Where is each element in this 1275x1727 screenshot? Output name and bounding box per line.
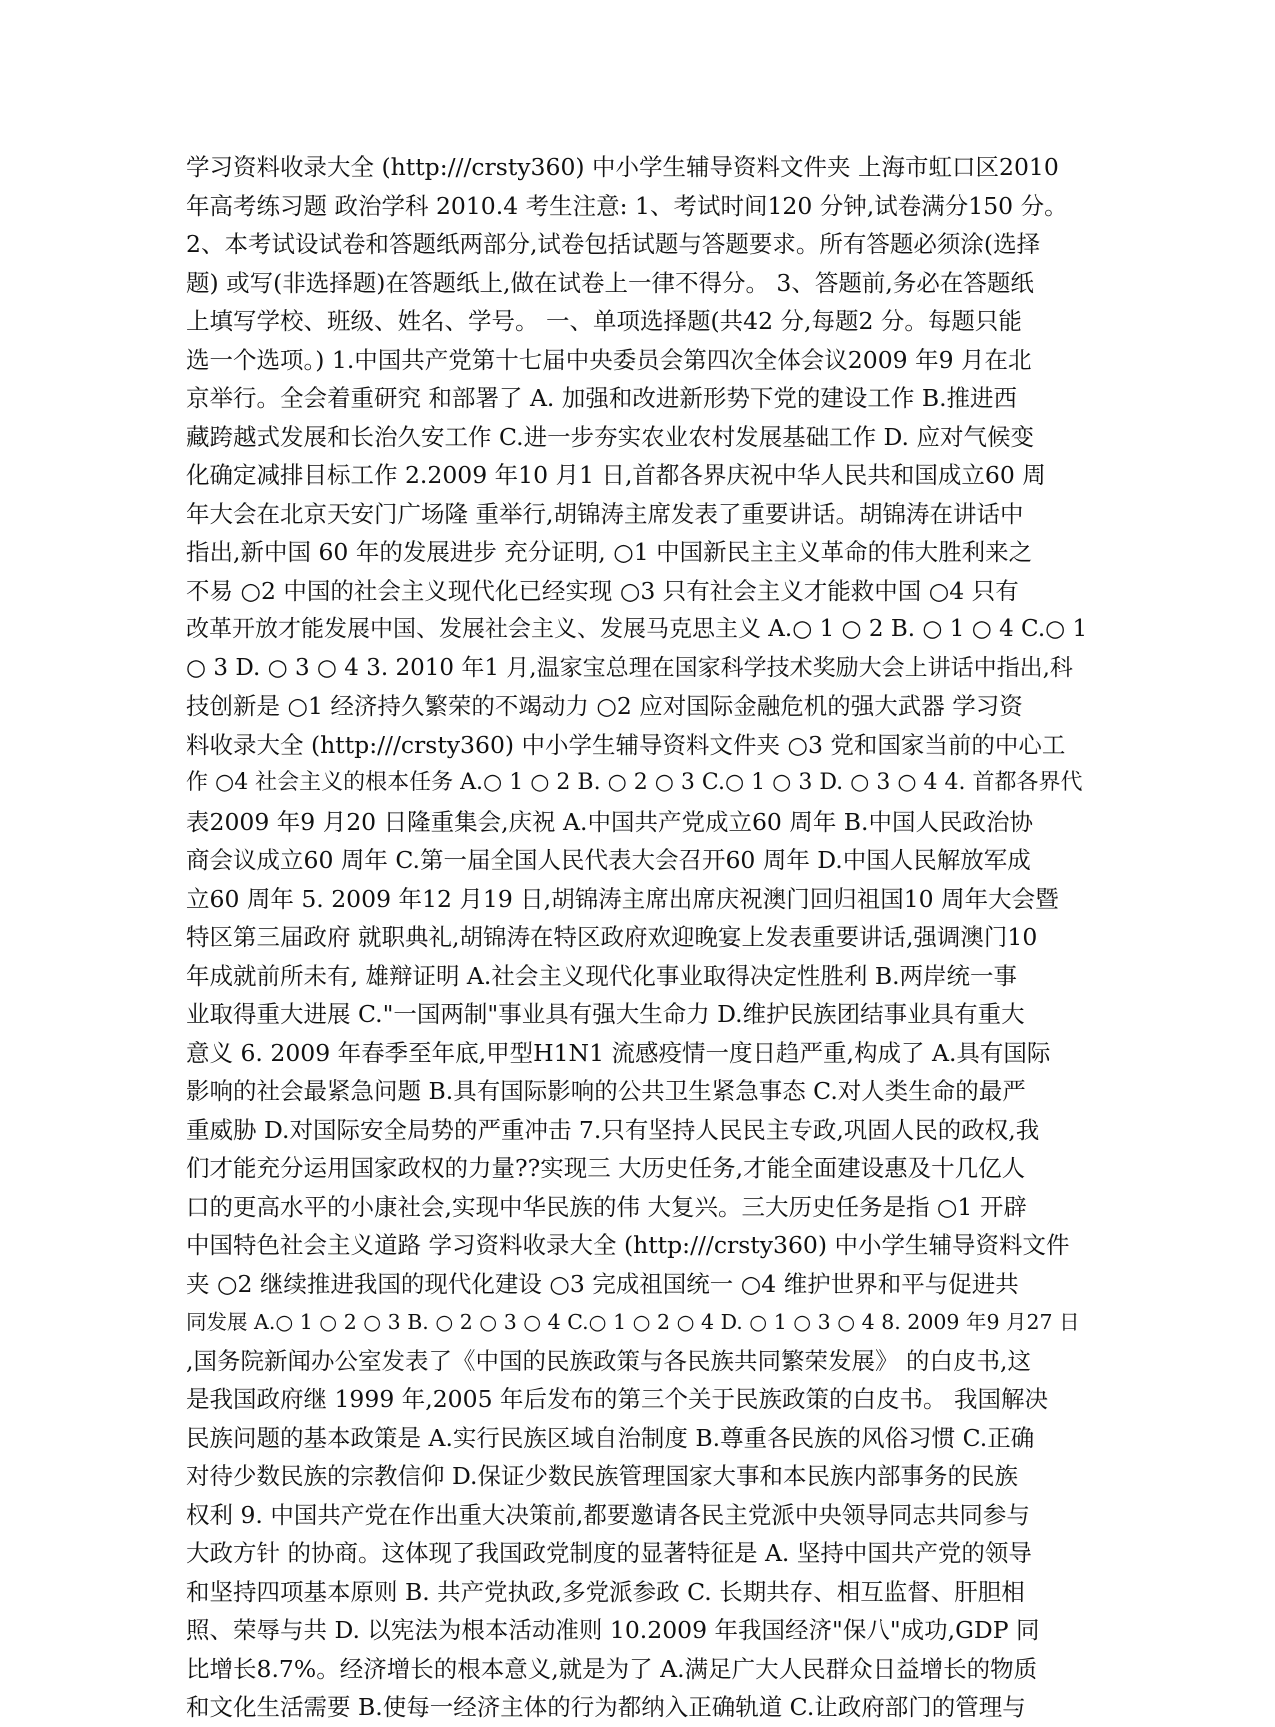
text-line: 表2009 年9 月20 日隆重集会,庆祝 A.中国共产党成立60 周年 B.中国人民政治协 — [186, 807, 1034, 836]
text-line: 影响的社会最紧急问题 B.具有国际影响的公共卫生紧急事态 C.对人类生命的最严 — [186, 1077, 1026, 1105]
text-line: 指出,新中国 60 年的发展进步 充分证明, ○1 中国新民主主义革命的伟大胜利来之 — [186, 538, 1033, 566]
text-line: 大政方针 的协商。这体现了我国政党制度的显著特征是 A. 坚持中国共产党的领导 — [186, 1539, 1032, 1567]
text-line: 和文化生活需要 B.使每一经济主体的行为都纳入正确轨道 C.让政府部门的管理与 — [186, 1693, 1026, 1721]
text-line: 上填写学校、班级、姓名、学号。 一、单项选择题(共42 分,每题2 分。每题只能 — [186, 307, 1022, 335]
text-line: 夹 ○2 继续推进我国的现代化建设 ○3 完成祖国统一 ○4 维护世界和平与促进共 — [186, 1269, 1019, 1298]
text-line: 改革开放才能发展中国、发展社会主义、发展马克思主义 A.○ 1 ○ 2 B. ○ 1 ○ 4 C.○ 1 — [186, 616, 1088, 642]
text-line: 口的更高水平的小康社会,实现中华民族的伟 大复兴。三大历史任务是指 ○1 开辟 — [186, 1192, 1027, 1221]
text-line: 中国特色社会主义道路 学习资料收录大全 (http:///crsty360) 中小学生辅导资料文件 — [186, 1231, 1070, 1259]
text-line: 是我国政府继 1999 年,2005 年后发布的第三个关于民族政策的白皮书。 我国解决 — [186, 1385, 1048, 1413]
text-line: 不易 ○2 中国的社会主义现代化已经实现 ○3 只有社会主义才能救中国 ○4 只有 — [186, 576, 1019, 605]
text-line: 权利 9. 中国共产党在作出重大决策前,都要邀请各民主党派中央领导同志共同参与 — [186, 1500, 1030, 1529]
text-line: ,国务院新闻办公室发表了《中国的民族政策与各民族共同繁荣发展》 的白皮书,这 — [186, 1346, 1031, 1375]
text-line: 对待少数民族的宗教信仰 D.保证少数民族管理国家大事和本民族内部事务的民族 — [186, 1462, 1018, 1490]
text-line: ○ 3 D. ○ 3 ○ 4 3. 2010 年1 月,温家宝总理在国家科学技术奖励大会上讲话中指出,科 — [186, 654, 1073, 681]
text-line: 料收录大全 (http:///crsty360) 中小学生辅导资料文件夹 ○3 党和国家当前的中心工 — [186, 730, 1066, 759]
document-body — [186, 148, 1089, 1727]
text-line: 年大会在北京天安门广场隆 重举行,胡锦涛主席发表了重要讲话。胡锦涛在讲话中 — [186, 499, 1024, 528]
text-line: 们才能充分运用国家政权的力量??实现三 大历史任务,才能全面建设惠及十几亿人 — [186, 1154, 1026, 1182]
text-line: 2、本考试设试卷和答题纸两部分,试卷包括试题与答题要求。所有答题必须涂(选择 — [186, 230, 1041, 258]
text-line: 京举行。全会着重研究 和部署了 A. 加强和改进新形势下党的建设工作 B.推进西 — [186, 384, 1018, 412]
text-line: 比增长8.7%。经济增长的根本意义,就是为了 A.满足广大人民群众日益增长的物质 — [186, 1654, 1038, 1683]
text-line: 化确定减排目标工作 2.2009 年10 月1 日,首都各界庆祝中华人民共和国成立60 周 — [186, 461, 1046, 489]
text-line: 业取得重大进展 C."一国两制"事业具有强大生命力 D.维护民族团结事业具有重大 — [186, 1000, 1025, 1028]
text-line: 年成就前所未有, 雄辩证明 A.社会主义现代化事业取得决定性胜利 B.两岸统一事 — [186, 961, 1018, 990]
text-line: 同发展 A.○ 1 ○ 2 ○ 3 B. ○ 2 ○ 3 ○ 4 C.○ 1 ○ 2 ○ 4 D. ○ 1 ○ 3 ○ 4 8. 2009 年9 月27 日 — [186, 1310, 1080, 1334]
text-line: 商会议成立60 周年 C.第一届全国人民代表大会召开60 周年 D.中国人民解放军成 — [186, 846, 1031, 874]
text-line: 和坚持四项基本原则 B. 共产党执政,多党派参政 C. 长期共存、相互监督、肝胆相 — [186, 1577, 1025, 1606]
text-line: 民族问题的基本政策是 A.实行民族区域自治制度 B.尊重各民族的风俗习惯 C.正确 — [186, 1423, 1035, 1452]
text-line: 题) 或写(非选择题)在答题纸上,做在试卷上一律不得分。 3、答题前,务必在答题纸 — [186, 268, 1034, 297]
text-line: 技创新是 ○1 经济持久繁荣的不竭动力 ○2 应对国际金融危机的强大武器 学习资 — [186, 692, 1023, 720]
text-line: 选一个选项。) 1.中国共产党第十七届中央委员会第四次全体会议2009 年9 月在北 — [186, 345, 1032, 374]
text-line: 藏跨越式发展和长治久安工作 C.进一步夯实农业农村发展基础工作 D. 应对气候变 — [186, 422, 1034, 451]
text-line: 意义 6. 2009 年春季至年底,甲型H1N1 流感疫情一度日趋严重,构成了 A.具有国际 — [186, 1038, 1051, 1067]
text-line: 学习资料收录大全 (http:///crsty360) 中小学生辅导资料文件夹 上海市虹口区2010 — [186, 153, 1059, 181]
text-line: 重威胁 D.对国际安全局势的严重冲击 7.只有坚持人民民主专政,巩固人民的政权,我 — [186, 1115, 1040, 1144]
text-line: 特区第三届政府 就职典礼,胡锦涛在特区政府欢迎晚宴上发表重要讲话,强调澳门10 — [186, 923, 1038, 951]
text-line: 作 ○4 社会主义的根本任务 A.○ 1 ○ 2 B. ○ 2 ○ 3 C.○ 1 ○ 3 D. ○ 3 ○ 4 4. 首都各界代 — [186, 770, 1083, 795]
text-line: 立60 周年 5. 2009 年12 月19 日,胡锦涛主席出席庆祝澳门回归祖国10 周年大会暨 — [186, 884, 1059, 913]
text-line: 照、荣辱与共 D. 以宪法为根本活动准则 10.2009 年我国经济"保八"成功,GDP 同 — [186, 1616, 1040, 1644]
text-line: 年高考练习题 政治学科 2010.4 考生注意: 1、考试时间120 分钟,试卷满分150 分。 — [186, 191, 1068, 220]
